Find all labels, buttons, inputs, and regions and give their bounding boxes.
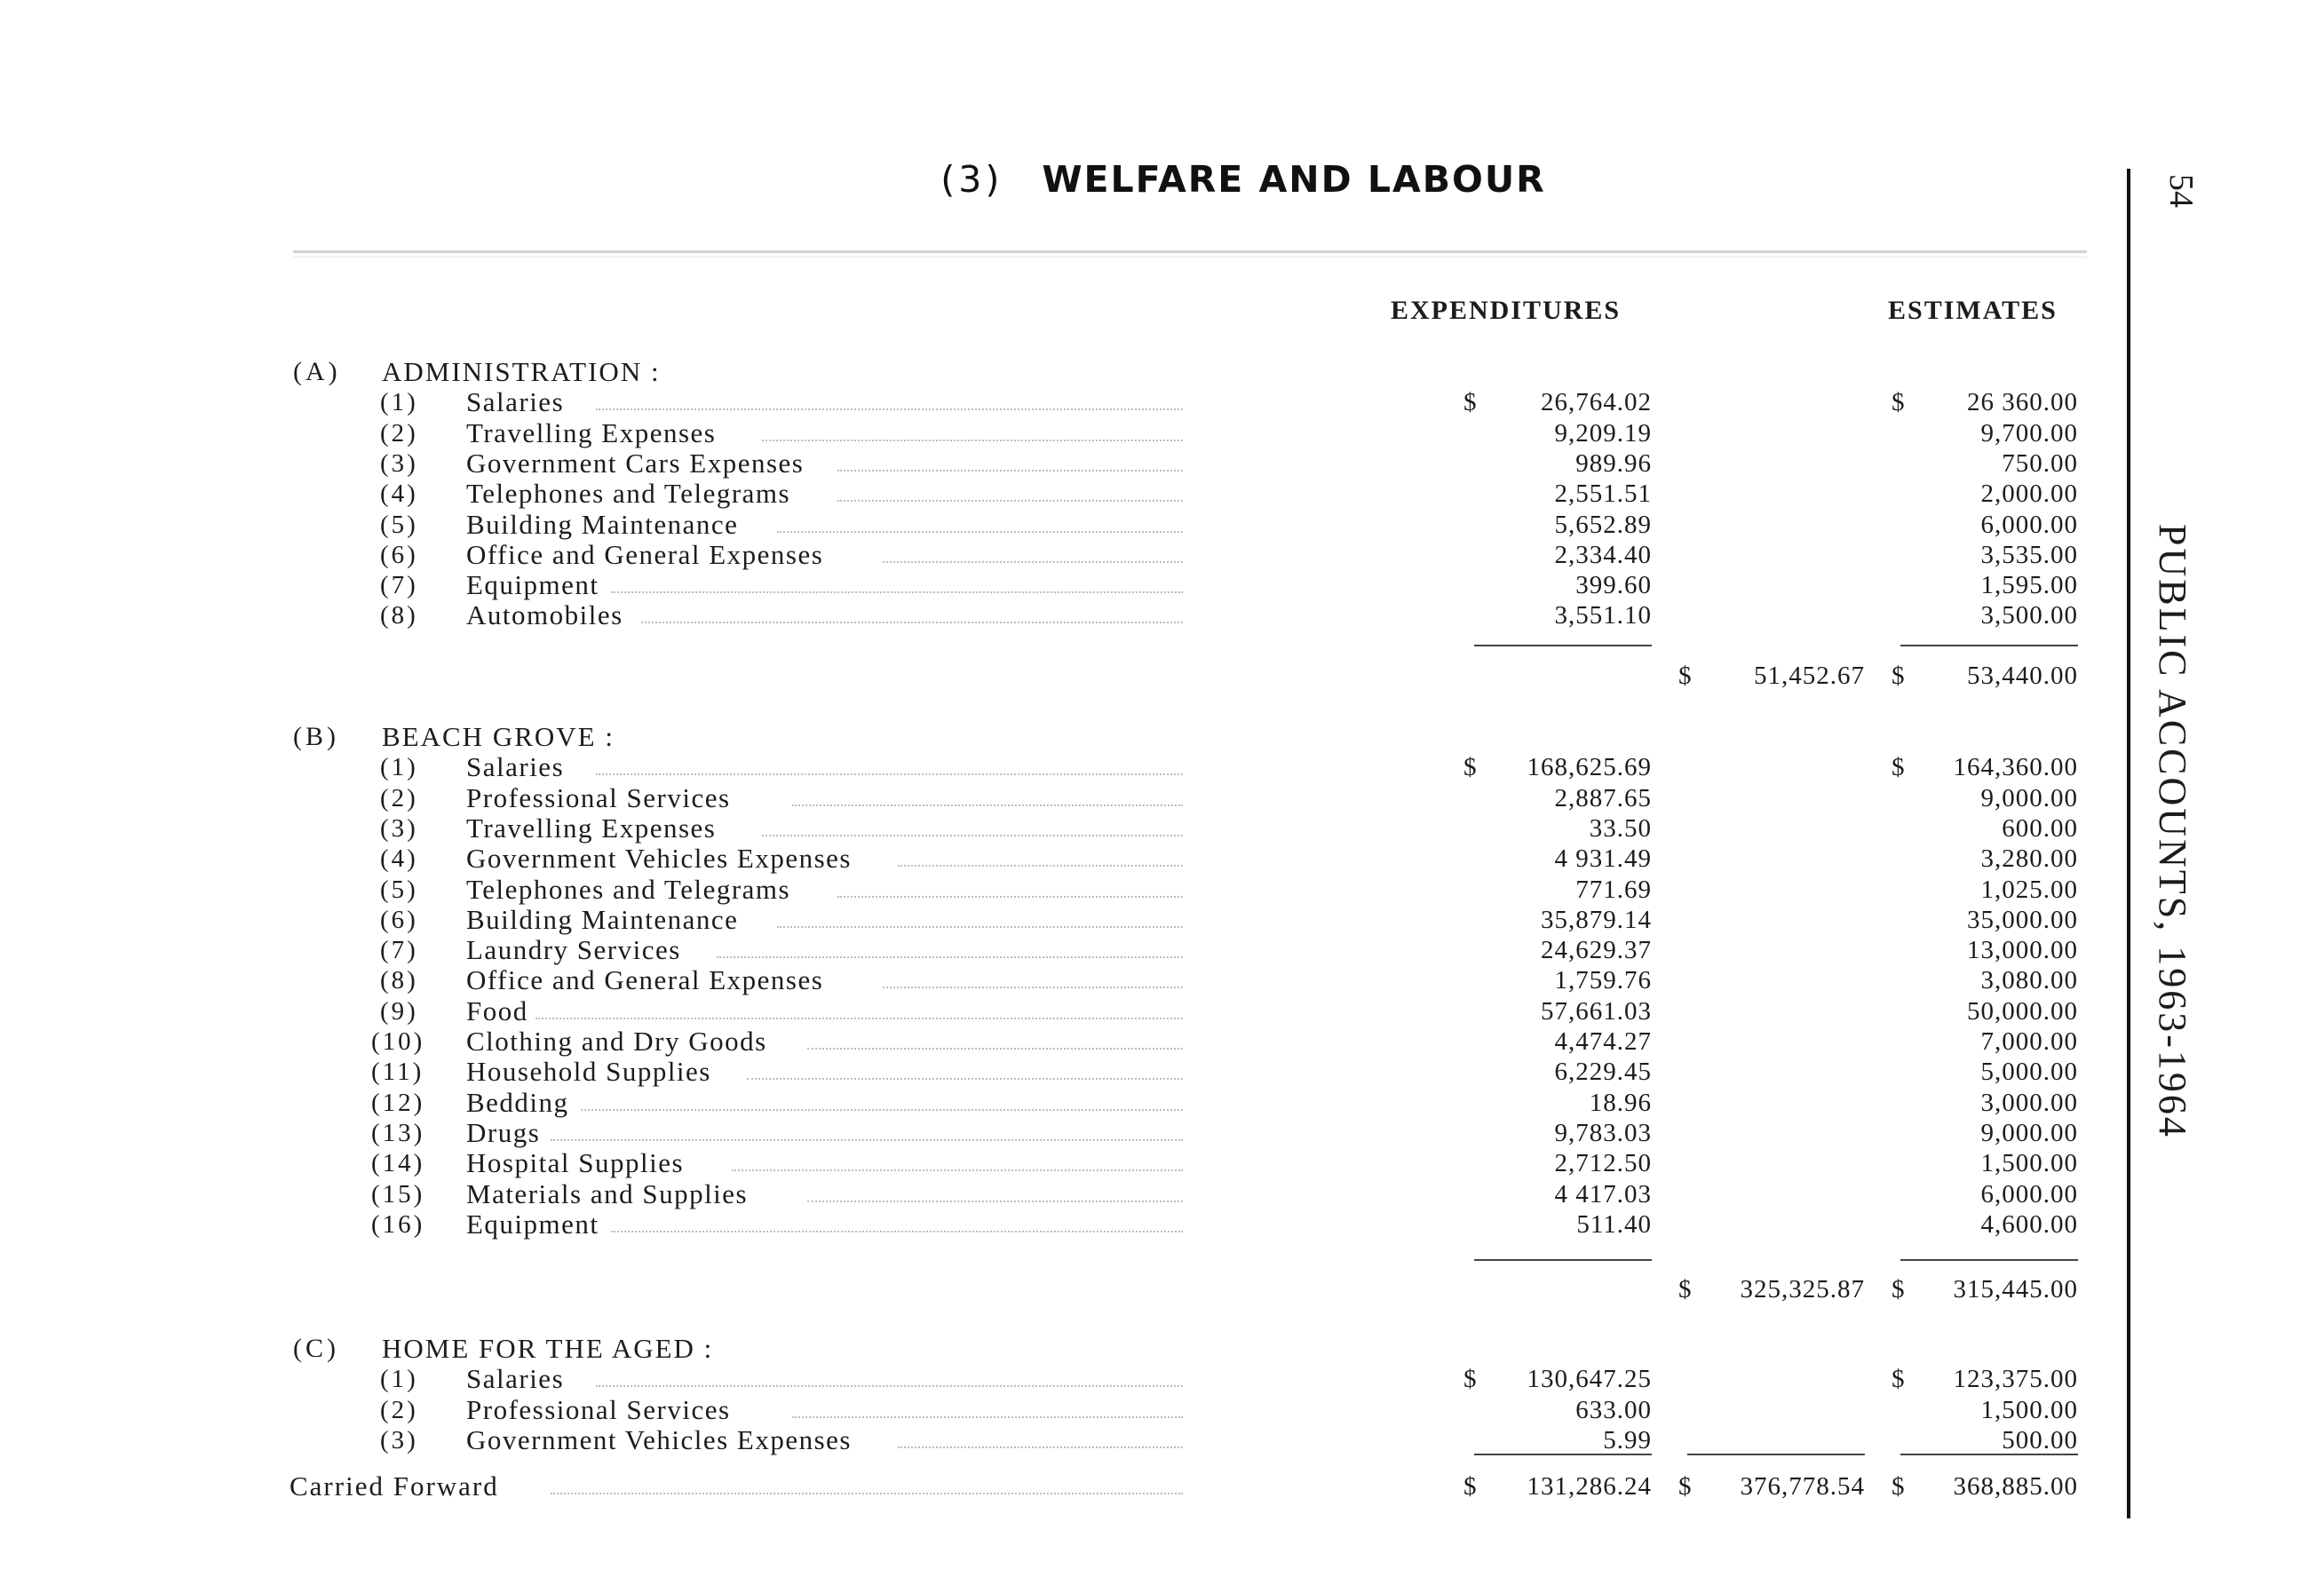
section-title: ADMINISTRATION : xyxy=(382,356,661,387)
expenditure-amount: 2,712.50 xyxy=(1554,1149,1652,1177)
carried-forward-label: Carried Forward xyxy=(290,1470,499,1502)
section-title: BEACH GROVE : xyxy=(382,721,615,752)
estimate-amount: 6,000.00 xyxy=(1980,511,2078,539)
leader-dots xyxy=(596,770,1183,775)
expenditure-amount: 2,334.40 xyxy=(1554,541,1652,569)
carried-forward-expenditure: 131,286.24 xyxy=(1527,1472,1652,1501)
leader-dots xyxy=(581,1105,1183,1111)
estimate-amount: 600.00 xyxy=(2002,814,2078,843)
carried-forward-rule xyxy=(1900,1454,2078,1455)
line-item-number: (14) xyxy=(371,1149,425,1177)
estimate-amount: 1,025.00 xyxy=(1980,876,2078,904)
carried-forward-rule xyxy=(1687,1454,1865,1455)
line-item-number: (13) xyxy=(371,1119,425,1147)
line-item-number: (4) xyxy=(380,844,418,873)
section-total-expenditure: 51,452.67 xyxy=(1754,662,1865,690)
currency-symbol: $ xyxy=(1892,388,1905,416)
line-item-label: Equipment xyxy=(466,1209,599,1240)
estimate-amount: 3,000.00 xyxy=(1980,1089,2078,1117)
estimate-amount: 13,000.00 xyxy=(1967,936,2078,964)
estimate-amount: 6,000.00 xyxy=(1980,1180,2078,1209)
subtotal-rule xyxy=(1900,645,2078,646)
column-header-estimates: ESTIMATES xyxy=(1888,296,2058,325)
leader-dots xyxy=(883,983,1183,988)
subtotal-rule xyxy=(1474,1259,1652,1261)
running-head: PUBLIC ACCOUNTS, 1963-1964 xyxy=(2151,524,2194,1139)
expenditure-amount: 6,229.45 xyxy=(1554,1058,1652,1086)
estimate-amount: 3,080.00 xyxy=(1980,966,2078,995)
expenditure-amount: 399.60 xyxy=(1575,571,1652,599)
page-number: 54 xyxy=(2162,174,2200,208)
currency-symbol: $ xyxy=(1892,753,1905,781)
line-item-label: Salaries xyxy=(466,1363,565,1394)
expenditure-amount: 633.00 xyxy=(1575,1396,1652,1424)
line-item-label: Automobiles xyxy=(466,599,623,630)
leader-dots xyxy=(535,1014,1183,1019)
estimate-amount: 9,000.00 xyxy=(1980,784,2078,812)
estimate-amount: 26 360.00 xyxy=(1967,388,2078,416)
leader-dots xyxy=(807,1044,1183,1050)
expenditure-amount: 2,551.51 xyxy=(1554,479,1652,508)
leader-dots xyxy=(837,466,1183,472)
line-item-number: (5) xyxy=(380,511,418,539)
currency-symbol: $ xyxy=(1892,1472,1905,1501)
line-item-number: (1) xyxy=(380,1365,418,1393)
currency-symbol: $ xyxy=(1678,662,1692,690)
line-item-label: Household Supplies xyxy=(466,1056,711,1087)
leader-dots xyxy=(898,861,1183,867)
currency-symbol: $ xyxy=(1892,662,1905,690)
leader-dots xyxy=(792,1413,1183,1418)
line-item-number: (16) xyxy=(371,1210,425,1239)
line-item-label: Clothing and Dry Goods xyxy=(466,1026,767,1057)
currency-symbol: $ xyxy=(1892,1275,1905,1304)
carried-forward-rule xyxy=(1474,1454,1652,1455)
estimate-amount: 3,280.00 xyxy=(1980,844,2078,873)
estimate-amount: 3,535.00 xyxy=(1980,541,2078,569)
estimate-amount: 5,000.00 xyxy=(1980,1058,2078,1086)
page-title xyxy=(0,158,2324,201)
leader-dots xyxy=(837,496,1183,502)
estimate-amount: 35,000.00 xyxy=(1967,906,2078,934)
line-item-label: Salaries xyxy=(466,751,565,782)
line-item-number: (8) xyxy=(380,966,418,995)
expenditure-amount: 57,661.03 xyxy=(1541,997,1652,1026)
estimate-amount: 1,500.00 xyxy=(1980,1396,2078,1424)
estimate-amount: 123,375.00 xyxy=(1953,1365,2078,1393)
expenditure-amount: 771.69 xyxy=(1575,876,1652,904)
expenditure-amount: 4 417.03 xyxy=(1554,1180,1652,1209)
line-item-label: Building Maintenance xyxy=(466,509,739,540)
line-item-number: (8) xyxy=(380,601,418,630)
line-item-label: Building Maintenance xyxy=(466,904,739,935)
leader-dots xyxy=(837,892,1183,898)
line-item-number: (1) xyxy=(380,388,418,416)
expenditure-amount: 989.96 xyxy=(1575,449,1652,478)
subtotal-rule xyxy=(1474,645,1652,646)
title-text: WELFARE AND LABOUR xyxy=(1042,158,1546,201)
estimate-amount: 750.00 xyxy=(2002,449,2078,478)
leader-dots xyxy=(641,618,1183,623)
line-item-number: (1) xyxy=(380,753,418,781)
currency-symbol: $ xyxy=(1678,1472,1692,1501)
section-letter: (B) xyxy=(293,722,339,751)
line-item-label: Food xyxy=(466,995,528,1026)
subtotal-rule xyxy=(1900,1259,2078,1261)
leader-dots xyxy=(777,923,1183,928)
line-item-number: (7) xyxy=(380,571,418,599)
column-header-expenditures: EXPENDITURES xyxy=(1391,296,1622,325)
expenditure-amount: 24,629.37 xyxy=(1541,936,1652,964)
expenditure-amount: 130,647.25 xyxy=(1527,1365,1652,1393)
currency-symbol: $ xyxy=(1463,1365,1477,1393)
line-item-label: Professional Services xyxy=(466,782,731,813)
leader-dots xyxy=(747,1074,1183,1080)
estimate-amount: 2,000.00 xyxy=(1980,479,2078,508)
line-item-label: Government Vehicles Expenses xyxy=(466,1424,852,1455)
expenditure-amount: 2,887.65 xyxy=(1554,784,1652,812)
currency-symbol: $ xyxy=(1678,1275,1692,1304)
line-item-number: (2) xyxy=(380,784,418,812)
line-item-label: Hospital Supplies xyxy=(466,1147,685,1178)
line-item-label: Bedding xyxy=(466,1087,569,1118)
estimate-amount: 164,360.00 xyxy=(1953,753,2078,781)
leader-dots xyxy=(551,1489,1183,1494)
expenditure-amount: 5,652.89 xyxy=(1554,511,1652,539)
expenditure-amount: 1,759.76 xyxy=(1554,966,1652,995)
carried-forward-estimate: 368,885.00 xyxy=(1953,1472,2078,1501)
line-item-number: (4) xyxy=(380,479,418,508)
leader-dots xyxy=(596,405,1183,410)
estimate-amount: 1,595.00 xyxy=(1980,571,2078,599)
estimate-amount: 500.00 xyxy=(2002,1426,2078,1454)
title-number: (3) xyxy=(940,158,1003,201)
leader-dots xyxy=(596,1382,1183,1387)
leader-dots xyxy=(762,831,1183,836)
section-letter: (C) xyxy=(293,1334,339,1363)
expenditure-amount: 35,879.14 xyxy=(1541,906,1652,934)
carried-forward-total: 376,778.54 xyxy=(1740,1472,1865,1501)
expenditure-amount: 3,551.10 xyxy=(1554,601,1652,630)
leader-dots xyxy=(551,1136,1183,1141)
estimate-amount: 1,500.00 xyxy=(1980,1149,2078,1177)
line-item-number: (9) xyxy=(380,997,418,1026)
currency-symbol: $ xyxy=(1892,1365,1905,1393)
section-total-estimate: 53,440.00 xyxy=(1967,662,2078,690)
line-item-number: (15) xyxy=(371,1180,425,1209)
line-item-label: Telephones and Telegrams xyxy=(466,874,791,905)
line-item-label: Travelling Expenses xyxy=(466,812,717,844)
line-item-label: Professional Services xyxy=(466,1394,731,1425)
expenditure-amount: 33.50 xyxy=(1589,814,1652,843)
section-total-estimate: 315,445.00 xyxy=(1953,1275,2078,1304)
expenditure-amount: 18.96 xyxy=(1589,1089,1652,1117)
estimate-amount: 9,700.00 xyxy=(1980,419,2078,448)
expenditure-amount: 4,474.27 xyxy=(1554,1027,1652,1056)
expenditure-amount: 511.40 xyxy=(1576,1210,1652,1239)
leader-dots xyxy=(792,801,1183,806)
section-letter: (A) xyxy=(293,357,341,386)
expenditure-amount: 5.99 xyxy=(1603,1426,1652,1454)
leader-dots xyxy=(883,558,1183,563)
estimate-amount: 3,500.00 xyxy=(1980,601,2078,630)
line-item-number: (10) xyxy=(371,1027,425,1056)
line-item-number: (2) xyxy=(380,419,418,448)
leader-dots xyxy=(898,1443,1183,1448)
section-total-expenditure: 325,325.87 xyxy=(1740,1275,1865,1304)
leader-dots xyxy=(611,1227,1183,1232)
currency-symbol: $ xyxy=(1463,1472,1477,1501)
line-item-label: Salaries xyxy=(466,386,565,417)
line-item-label: Travelling Expenses xyxy=(466,417,717,448)
line-item-number: (12) xyxy=(371,1089,425,1117)
leader-dots xyxy=(717,953,1183,958)
line-item-number: (2) xyxy=(380,1396,418,1424)
expenditure-amount: 26,764.02 xyxy=(1541,388,1652,416)
line-item-label: Office and General Expenses xyxy=(466,964,824,995)
section-title: HOME FOR THE AGED : xyxy=(382,1333,714,1364)
line-item-number: (5) xyxy=(380,876,418,904)
estimate-amount: 4,600.00 xyxy=(1980,1210,2078,1239)
line-item-label: Materials and Supplies xyxy=(466,1178,749,1209)
line-item-number: (3) xyxy=(380,814,418,843)
line-item-label: Equipment xyxy=(466,569,599,600)
line-item-number: (7) xyxy=(380,936,418,964)
currency-symbol: $ xyxy=(1463,753,1477,781)
line-item-label: Government Cars Expenses xyxy=(466,448,805,479)
leader-dots xyxy=(732,1166,1183,1171)
line-item-label: Government Vehicles Expenses xyxy=(466,843,852,874)
line-item-number: (3) xyxy=(380,449,418,478)
estimate-amount: 7,000.00 xyxy=(1980,1027,2078,1056)
line-item-number: (6) xyxy=(380,541,418,569)
line-item-number: (6) xyxy=(380,906,418,934)
header-rule xyxy=(293,250,2087,258)
estimate-amount: 50,000.00 xyxy=(1967,997,2078,1026)
expenditure-amount: 168,625.69 xyxy=(1527,753,1652,781)
line-item-label: Laundry Services xyxy=(466,934,681,965)
expenditure-amount: 4 931.49 xyxy=(1554,844,1652,873)
line-item-label: Telephones and Telegrams xyxy=(466,478,791,509)
margin-rule xyxy=(2127,169,2130,1518)
leader-dots xyxy=(807,1197,1183,1202)
line-item-number: (3) xyxy=(380,1426,418,1454)
line-item-label: Office and General Expenses xyxy=(466,539,824,570)
leader-dots xyxy=(611,588,1183,593)
leader-dots xyxy=(762,436,1183,441)
expenditure-amount: 9,209.19 xyxy=(1554,419,1652,448)
expenditure-amount: 9,783.03 xyxy=(1554,1119,1652,1147)
line-item-number: (11) xyxy=(371,1058,424,1086)
estimate-amount: 9,000.00 xyxy=(1980,1119,2078,1147)
currency-symbol: $ xyxy=(1463,388,1477,416)
line-item-label: Drugs xyxy=(466,1117,541,1148)
leader-dots xyxy=(777,527,1183,533)
